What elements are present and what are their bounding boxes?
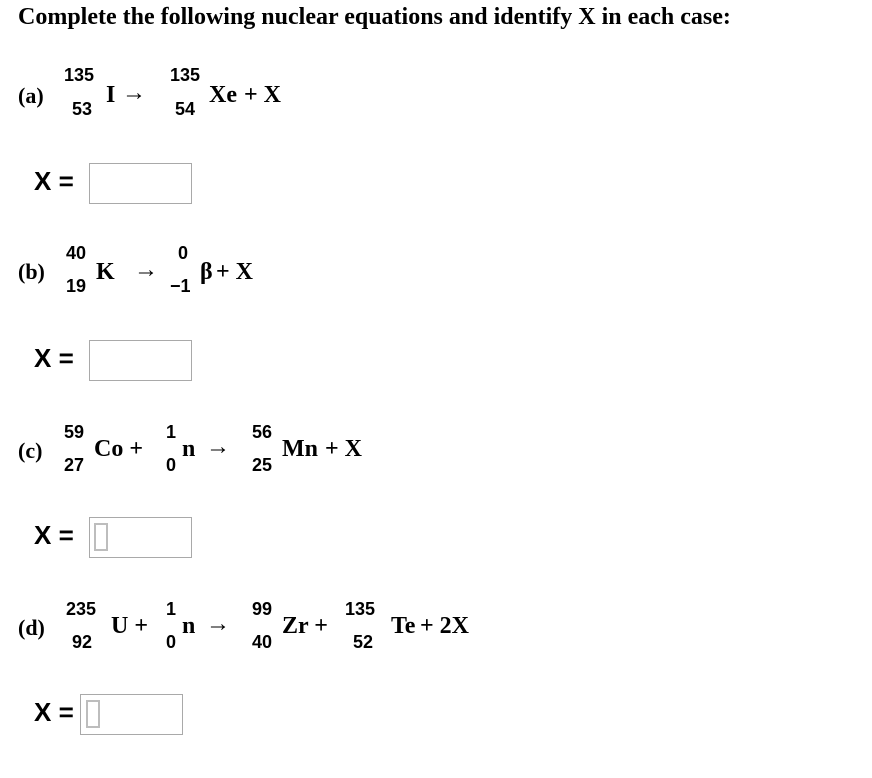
element-symbol: K (96, 259, 115, 285)
mass-number: 0 (178, 243, 189, 263)
text-cursor (86, 700, 100, 728)
beta-symbol: β (200, 259, 213, 285)
mass-number: 235 (66, 599, 97, 619)
atomic-number: 25 (252, 455, 273, 475)
mass-number: 1 (166, 422, 177, 442)
reaction-arrow: → (122, 80, 146, 106)
atomic-number: 52 (353, 632, 374, 652)
element-symbol: Te (391, 613, 416, 639)
equation-tail: + X (216, 259, 254, 285)
text-cursor (94, 523, 108, 551)
atomic-number: 92 (72, 632, 93, 652)
reaction-arrow: → (206, 611, 230, 637)
equation-tail: + X (325, 436, 363, 462)
mass-number: 99 (252, 599, 273, 619)
atomic-number: 54 (175, 99, 196, 119)
page-title: Complete the following nuclear equations and identify X in each case: (18, 4, 731, 30)
element-symbol: Co + (94, 436, 144, 462)
atomic-number: 0 (166, 455, 177, 475)
atomic-number: 0 (166, 632, 177, 652)
reaction-arrow: → (206, 434, 230, 460)
answer-input-a[interactable] (89, 163, 192, 204)
mass-number: 135 (64, 65, 95, 85)
x-label: X = (34, 520, 74, 550)
element-symbol: I (106, 82, 116, 108)
reaction-arrow: → (134, 257, 158, 283)
x-label: X = (34, 343, 74, 373)
equation-label: (a) (18, 83, 44, 108)
mass-number: 135 (345, 599, 376, 619)
element-symbol: n (182, 436, 196, 462)
equation-label: (d) (18, 615, 45, 640)
mass-number: 59 (64, 422, 85, 442)
atomic-number: 27 (64, 455, 85, 475)
element-symbol: Xe (209, 82, 237, 108)
element-symbol: n (182, 613, 196, 639)
x-label: X = (34, 697, 74, 727)
mass-number: 135 (170, 65, 201, 85)
element-symbol: Zr + (282, 613, 328, 639)
element-symbol: U + (111, 613, 149, 639)
atomic-number: 53 (72, 99, 93, 119)
equation-label: (b) (18, 259, 45, 284)
equation-tail: + X (244, 82, 282, 108)
equation-label: (c) (18, 438, 43, 463)
atomic-number: −1 (170, 276, 191, 296)
element-symbol: Mn (282, 436, 318, 462)
x-label: X = (34, 166, 74, 196)
mass-number: 40 (66, 243, 87, 263)
atomic-number: 40 (252, 632, 273, 652)
atomic-number: 19 (66, 276, 87, 296)
equation-tail: + 2X (420, 613, 470, 639)
mass-number: 1 (166, 599, 177, 619)
answer-input-b[interactable] (89, 340, 192, 381)
mass-number: 56 (252, 422, 273, 442)
